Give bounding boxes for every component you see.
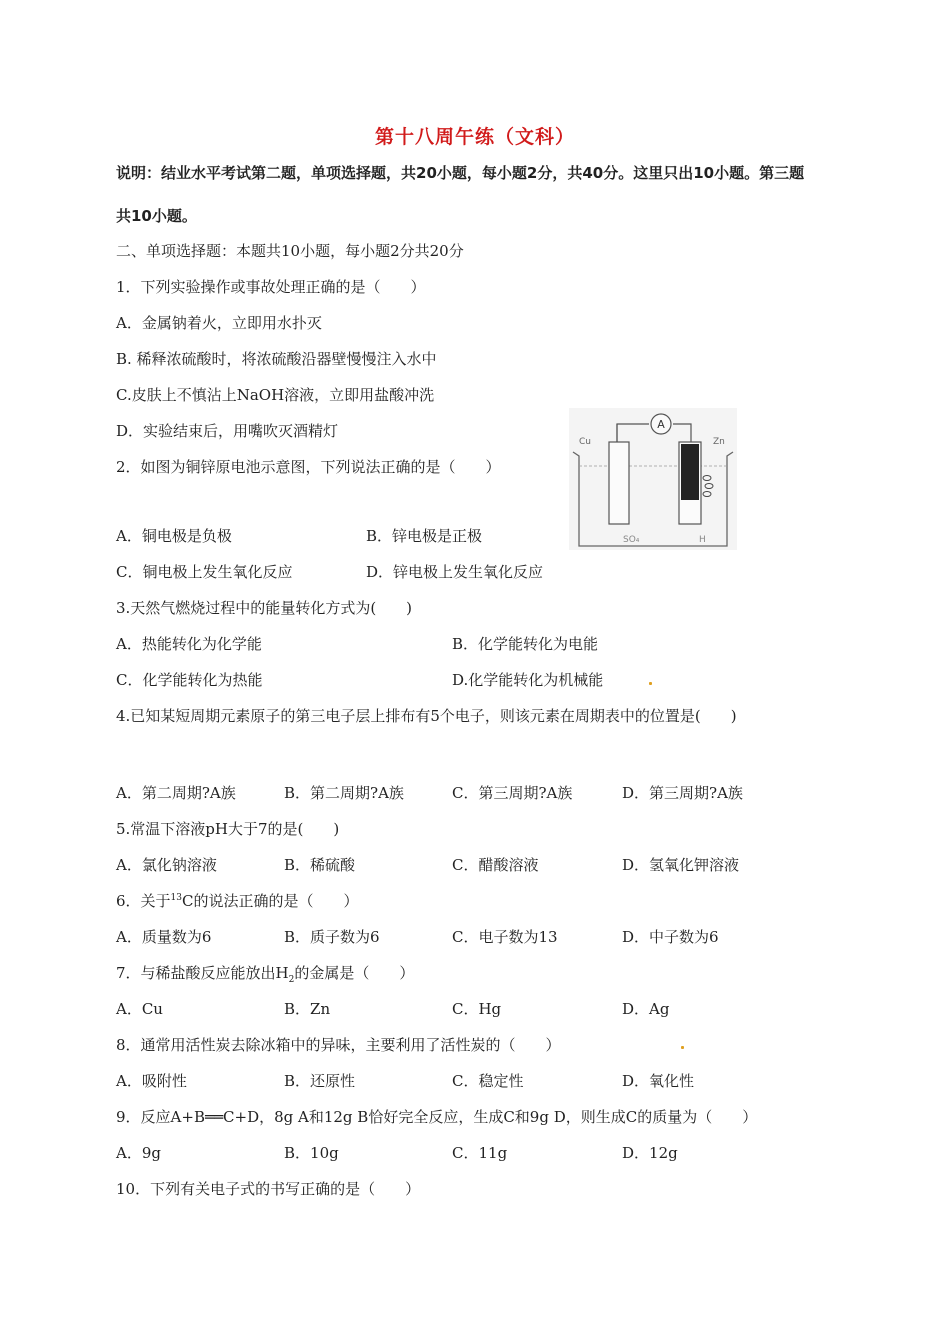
question-2-option-a: A．铜电极是负极	[116, 527, 232, 545]
stray-mark	[681, 1046, 684, 1049]
question-4-option-c: C．第三周期?A族	[452, 784, 573, 802]
question-9-option-b: B．10g	[284, 1144, 339, 1162]
question-7-stem-post: 的金属是（ ）	[294, 964, 415, 982]
question-9-stem: 9．反应A+B══C+D，8g A和12g B恰好完全反应，生成C和9g D，则生成C的质量为（ ）	[116, 1108, 758, 1126]
question-2-option-b: B．锌电极是正极	[366, 527, 483, 545]
question-6-stem	[116, 891, 358, 911]
question-2-option-d: D．锌电极上发生氧化反应	[366, 563, 544, 581]
sulfate-label: SO₄	[623, 535, 640, 545]
question-8-option-c: C．稳定性	[452, 1072, 524, 1090]
question-4-option-a: A．第二周期?A族	[116, 784, 236, 802]
question-6-option-b: B．质子数为6	[284, 928, 380, 946]
question-5-option-c: C．醋酸溶液	[452, 856, 539, 874]
question-6-stem-pre: 6．关于	[116, 892, 171, 910]
question-9-option-a: A．9g	[116, 1144, 161, 1162]
galvanic-cell-diagram	[569, 408, 737, 550]
question-1-option-c: C.皮肤上不慎沾上NaOH溶液，立即用盐酸冲洗	[116, 386, 435, 404]
hydrogen-subscript: 2	[288, 975, 295, 985]
question-4-option-b: B．第二周期?A族	[284, 784, 404, 802]
instruction-line-1: 说明：结业水平考试第二题，单项选择题，共20小题，每小题2分，共40分。这里只出10小题。第三题	[116, 164, 805, 182]
question-6-option-d: D．中子数为6	[622, 928, 719, 946]
question-8-option-b: B．还原性	[284, 1072, 356, 1090]
stray-mark	[649, 682, 652, 685]
question-9-option-c: C．11g	[452, 1144, 508, 1162]
question-2-option-c: C．铜电极上发生氧化反应	[116, 563, 293, 581]
ammeter-label: A	[657, 418, 665, 431]
question-6-stem-post: C的说法正确的是（ ）	[182, 892, 359, 910]
hydrogen-label: H	[699, 535, 706, 545]
question-3-option-a: A．热能转化为化学能	[116, 635, 262, 653]
instruction-line-2: 共10小题。	[116, 207, 197, 225]
question-8-option-d: D．氧化性	[622, 1072, 695, 1090]
question-3-option-b: B．化学能转化为电能	[452, 635, 599, 653]
question-7-stem-pre: 7．与稀盐酸反应能放出H	[116, 964, 289, 982]
question-5-option-a: A．氯化钠溶液	[116, 856, 217, 874]
page-title: 第十八周午练（文科）	[374, 126, 575, 148]
question-7-option-c: C．Hg	[452, 1000, 502, 1018]
question-1-option-b: B. 稀释浓硫酸时，将浓硫酸沿器壁慢慢注入水中	[116, 350, 437, 368]
question-7-option-b: B．Zn	[284, 1000, 331, 1018]
question-2-stem: 2．如图为铜锌原电池示意图，下列说法正确的是（ ）	[116, 458, 501, 476]
question-4-option-d: D．第三周期?A族	[622, 784, 743, 802]
question-3-option-d: D.化学能转化为机械能	[452, 671, 604, 689]
question-4-stem: 4.已知某短周期元素原子的第三电子层上排布有5个电子，则该元素在周期表中的位置是( )	[116, 707, 737, 725]
section-heading: 二、单项选择题：本题共10小题，每小题2分共20分	[116, 242, 464, 260]
zinc-corrosion-shading	[681, 444, 699, 500]
copper-label: Cu	[579, 437, 591, 447]
question-7-option-d: D．Ag	[622, 1000, 670, 1018]
question-5-stem: 5.常温下溶液pH大于7的是( )	[116, 820, 340, 838]
question-6-option-c: C．电子数为13	[452, 928, 558, 946]
question-3-option-c: C．化学能转化为热能	[116, 671, 263, 689]
question-8-option-a: A．吸附性	[116, 1072, 187, 1090]
question-7-stem	[116, 963, 414, 983]
question-5-option-d: D．氢氧化钾溶液	[622, 856, 740, 874]
question-5-option-b: B．稀硫酸	[284, 856, 356, 874]
copper-electrode	[609, 442, 629, 524]
question-1-stem: 1．下列实验操作或事故处理正确的是（ ）	[116, 278, 426, 296]
isotope-mass-number: 13	[170, 893, 182, 903]
question-1-option-d: D．实验结束后，用嘴吹灭酒精灯	[116, 422, 339, 440]
question-1-option-a: A．金属钠着火，立即用水扑灭	[116, 314, 322, 332]
question-9-option-d: D．12g	[622, 1144, 678, 1162]
question-8-stem: 8．通常用活性炭去除冰箱中的异味，主要利用了活性炭的（ ）	[116, 1036, 561, 1054]
galvanic-cell-figure	[569, 408, 737, 550]
question-10-stem: 10．下列有关电子式的书写正确的是（ ）	[116, 1180, 421, 1198]
question-7-option-a: A．Cu	[116, 1000, 163, 1018]
question-6-option-a: A．质量数为6	[116, 928, 212, 946]
question-3-stem: 3.天然气燃烧过程中的能量转化方式为( )	[116, 599, 413, 617]
zinc-label: Zn	[713, 437, 725, 447]
